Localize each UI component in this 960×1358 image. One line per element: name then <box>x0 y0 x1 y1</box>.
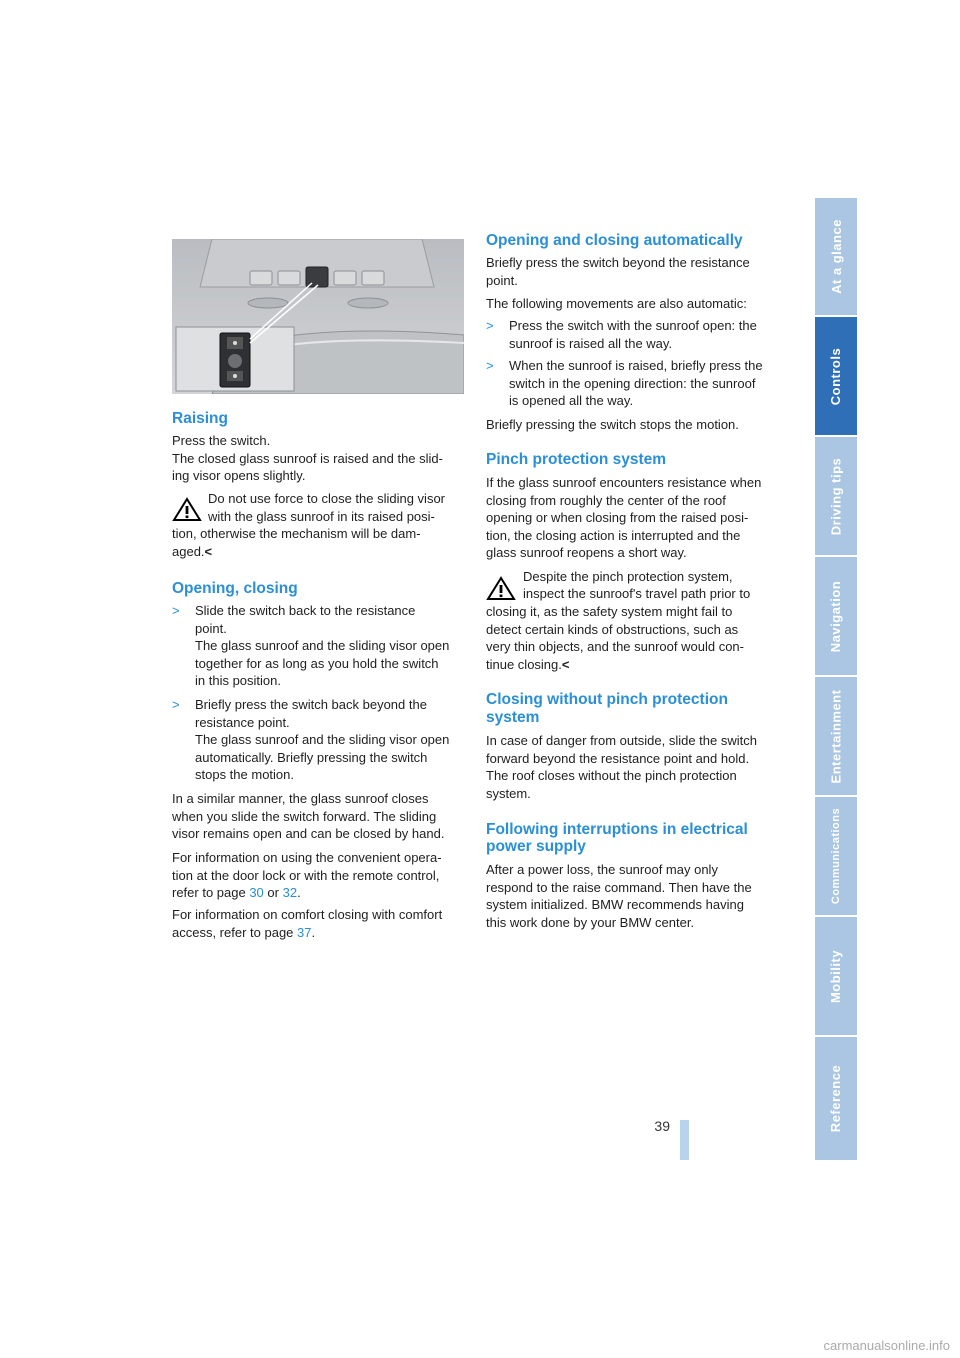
paragraph-line: For information on comfort closing with comfort <box>172 907 443 922</box>
tab-label: Controls <box>828 347 844 405</box>
pinch-warning-line-5: very thin objects, and the sunroof would con- <box>486 639 744 654</box>
paragraph-line: respond to the raise command. Then have the <box>486 879 752 895</box>
warning-icon <box>172 496 202 522</box>
text: . <box>297 885 301 901</box>
bullet-mark: > <box>486 358 494 373</box>
tab-reference[interactable] <box>815 1037 857 1160</box>
text: or <box>263 885 283 901</box>
item-line: resistance point. <box>195 714 290 730</box>
bullet-mark: > <box>486 318 494 333</box>
text: . <box>311 924 316 940</box>
raising-warning-line-4 <box>172 543 212 561</box>
sunroof-switch-figure <box>172 239 464 394</box>
item-line: switch in the opening direction: the sunroof <box>509 375 756 391</box>
raising-warning-line-2: with the glass sunroof in its raised posi- <box>208 509 435 524</box>
tab-mobility[interactable] <box>815 917 857 1035</box>
item-line: is opened all the way. <box>509 393 634 409</box>
paragraph-line: Briefly press the switch beyond the resistance <box>486 255 750 270</box>
raising-warning-text: aged. <box>172 544 205 559</box>
page-link-37[interactable]: 37 <box>297 924 312 940</box>
nopinch-paragraph <box>486 732 786 802</box>
tab-label: At a glance <box>828 219 844 294</box>
tab-driving-tips[interactable] <box>815 437 857 555</box>
nopinch-heading-line-2: system <box>486 709 540 726</box>
list-item <box>486 317 778 353</box>
paragraph-line <box>172 924 472 942</box>
item-line: Slide the switch back to the resistance <box>195 603 416 618</box>
pinch-warning-line-4: detect certain kinds of obstructions, such as <box>486 622 739 637</box>
pinch-warning-line-1: Despite the pinch protection system, <box>523 569 733 584</box>
auto-heading: Opening and closing automatically <box>486 232 743 249</box>
paragraph-line: closing from roughly the center of the roof <box>486 492 726 508</box>
warning-icon <box>486 575 516 601</box>
paragraph-line: tion at the door lock or with the remote control, <box>172 867 440 883</box>
paragraph-line: For information on using the convenient opera- <box>172 850 442 865</box>
tab-controls[interactable] <box>815 317 857 435</box>
bullet-mark: > <box>172 697 180 712</box>
tab-at-a-glance[interactable] <box>815 198 857 315</box>
raising-warning-line-3: tion, otherwise the mechanism will be dam- <box>172 526 421 541</box>
bullet-mark: > <box>172 603 180 618</box>
tab-communications[interactable] <box>815 797 857 915</box>
auto-paragraph-1 <box>486 254 786 289</box>
paragraph-line: If the glass sunroof encounters resistance when <box>486 475 762 490</box>
list-item <box>486 357 778 411</box>
pinch-warning-line-6 <box>486 656 569 674</box>
paragraph-line: forward beyond the resistance point and hold. <box>486 750 750 766</box>
convenient-operation-paragraph <box>172 849 472 902</box>
paragraph-line: After a power loss, the sunroof may only <box>486 862 718 877</box>
item-line: together for as long as you hold the switch <box>195 655 439 671</box>
overhead-console-illustration <box>172 239 464 394</box>
item-line: The glass sunroof and the sliding visor open <box>195 732 450 748</box>
nopinch-heading-line-1: Closing without pinch protection <box>486 691 728 708</box>
page-link-32[interactable]: 32 <box>282 885 298 901</box>
paragraph-line: this work done by your BMW center. <box>486 914 695 930</box>
end-mark: < <box>204 544 213 559</box>
item-line: Press the switch with the sunroof open: the <box>509 318 757 333</box>
item-line: The glass sunroof and the sliding visor open <box>195 638 450 654</box>
tab-label: Communications <box>830 807 843 905</box>
pinch-warning-text: tinue closing. <box>486 657 562 672</box>
auto-paragraph-2: The following movements are also automatic: <box>486 296 747 311</box>
pinch-warning-line-2: inspect the sunroof's travel path prior to <box>523 586 751 601</box>
paragraph-line: tion, the closing action is interrupted and the <box>486 527 741 543</box>
raising-heading: Raising <box>172 410 228 427</box>
text: access, refer to page <box>172 924 298 940</box>
paragraph-line <box>172 884 472 902</box>
tab-label: Entertainment <box>828 689 844 783</box>
tab-label: Navigation <box>828 580 844 652</box>
item-line: automatically. Briefly pressing the switch <box>195 749 428 765</box>
item-line: Briefly press the switch back beyond the <box>195 697 427 712</box>
paragraph-line: system. <box>486 785 531 801</box>
item-line: point. <box>195 620 227 636</box>
item-line: sunroof is raised all the way. <box>509 335 673 351</box>
page-number: 39 <box>654 1118 670 1134</box>
power-heading-line-1: Following interruptions in electrical <box>486 821 748 838</box>
watermark: carmanualsonline.info <box>823 1338 950 1353</box>
text: refer to page <box>172 885 250 901</box>
raising-text-2: The closed glass sunroof is raised and the slid- <box>172 451 443 466</box>
item-line: stops the motion. <box>195 767 294 783</box>
comfort-access-paragraph <box>172 906 472 941</box>
paragraph-line: The roof closes without the pinch protection <box>486 768 737 784</box>
chapter-sidebar <box>815 198 857 1160</box>
paragraph-line: In case of danger from outside, slide the switch <box>486 733 757 748</box>
page-marker-bar <box>680 1120 689 1160</box>
opening-closing-heading: Opening, closing <box>172 580 298 597</box>
pinch-paragraph <box>486 474 786 562</box>
item-line: When the sunroof is raised, briefly press the <box>509 358 763 373</box>
pinch-heading: Pinch protection system <box>486 451 667 468</box>
page-link-30[interactable]: 30 <box>249 885 264 901</box>
tab-label: Driving tips <box>828 457 844 535</box>
raising-text-1: Press the switch. <box>172 433 271 448</box>
closing-paragraph <box>172 790 472 843</box>
auto-paragraph-3: Briefly pressing the switch stops the motion. <box>486 417 739 432</box>
paragraph-line: visor remains open and can be closed by hand. <box>172 826 445 842</box>
list-item <box>172 696 464 786</box>
power-heading-line-2: power supply <box>486 838 586 855</box>
paragraph-line: glass sunroof reopens a short way. <box>486 545 687 561</box>
raising-warning-line-1: Do not use force to close the sliding visor <box>208 491 446 506</box>
item-line: in this position. <box>195 673 281 689</box>
tab-navigation[interactable] <box>815 557 857 675</box>
list-item <box>172 602 464 692</box>
tab-label: Reference <box>828 1064 844 1133</box>
paragraph-line: opening or when closing from the raised posi- <box>486 510 749 526</box>
raising-text-3: ing visor opens slightly. <box>172 468 306 483</box>
power-paragraph <box>486 861 786 931</box>
paragraph-line: when you slide the switch forward. The sliding <box>172 808 437 824</box>
tab-label: Mobility <box>828 949 844 1003</box>
paragraph-line: In a similar manner, the glass sunroof closes <box>172 791 429 806</box>
end-mark: < <box>561 657 570 672</box>
pinch-warning-line-3: closing it, as the safety system might fail to <box>486 604 733 619</box>
paragraph-line: point. <box>486 272 518 288</box>
tab-entertainment[interactable] <box>815 677 857 795</box>
paragraph-line: system initialized. BMW recommends having <box>486 897 744 913</box>
